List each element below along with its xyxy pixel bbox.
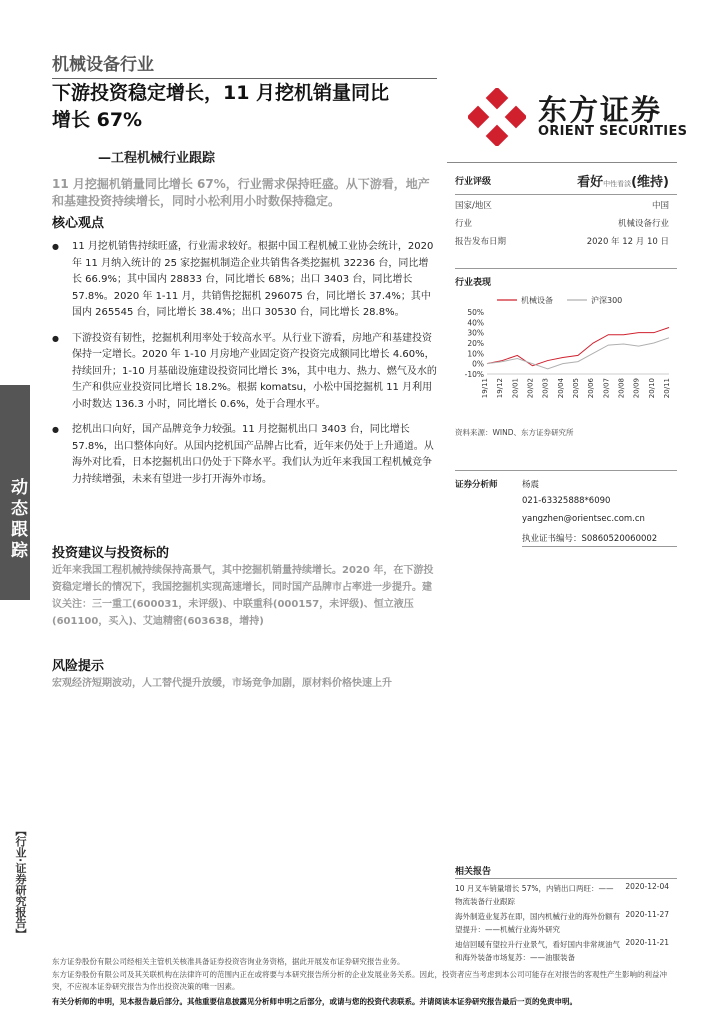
bullet-item: ● 下游投资有韧性，挖掘机利用率处于较高水平。从行业下游看，房地产和基建投资保持一定增长。2020 年 1-10 月房地产业固定资产投资完成额同比增长 4.60%，持续回升；1-10 月基础设施建设投资同比增长 3%，其中电力、热力、燃气及水的生产和供应业投资同比增长 18.2%。根据 komatsu，小松中国挖掘机 11 月利用小时数达 136.3 小时，同比增长 0.6%，处于合理水平。	[52, 331, 437, 414]
related-item[interactable]	[455, 910, 677, 936]
sector-label: 机械设备行业	[52, 55, 154, 75]
legend-label: 机械设备	[521, 296, 553, 305]
info-label: 行业	[455, 219, 473, 229]
footer-text: 东方证券股份有限公司经相关主管机关核准具备证券投资咨询业务资格，据此开展发布证券研究报告业务。	[52, 957, 405, 966]
report-subtitle: —工程机械行业跟踪	[98, 151, 216, 166]
info-row	[455, 217, 677, 229]
series-line	[487, 338, 669, 369]
footer-text: 东方证券股份有限公司及其关联机构在法律许可的范围内正在或将要与本研究报告所分析的企业发展业务关系。因此，投资者应当考虑到本公司可能存在对报告的客观性产生影响的利益冲突，不应视本证券研究报告为作出投资决策的唯一因素。	[52, 970, 667, 991]
series-line	[487, 328, 669, 366]
divider	[447, 162, 677, 163]
x-tick-label: 20/02	[526, 378, 535, 399]
vertical-tag: 【行业·证券研究报告】	[14, 825, 27, 940]
sidebar-tag: 动态跟踪	[0, 385, 30, 600]
y-tick-label: 30%	[467, 328, 484, 338]
x-tick-label: 20/03	[541, 378, 550, 399]
divider	[455, 878, 677, 879]
info-label: 报告发布日期	[455, 237, 507, 247]
core-views	[52, 216, 437, 497]
divider	[522, 546, 677, 547]
divider	[455, 194, 677, 195]
chart-title: 行业表现	[455, 278, 492, 288]
footer-notice: 有关分析师的申明，见本报告最后部分。其他重要信息披露见分析师申明之后部分，或请与您的投资代表联系。并请阅读本证券研究报告最后一页的免责申明。	[52, 997, 577, 1006]
risk-text: 宏观经济短期波动，人工替代提升放缓，市场竞争加剧，原材料价格快速上升	[52, 678, 392, 689]
analyst-email[interactable]: yangzhen@orientsec.com.cn	[522, 514, 645, 524]
analyst-phone: 021-63325888*6090	[522, 496, 611, 506]
info-value: 机械设备行业	[617, 219, 669, 229]
rating-value: 看好中性看淡(维持)	[577, 175, 669, 190]
performance-chart	[455, 290, 677, 415]
lead-summary: 11 月挖掘机销量同比增长 67%，行业需求保持旺盛。从下游看，地产和基建投资持续增长，同时小松利用小时数保持稳定。	[52, 177, 430, 208]
rating-row	[455, 174, 677, 190]
risk-heading: 风险提示	[52, 659, 105, 674]
invest-heading: 投资建议与投资标的	[52, 546, 170, 561]
analyst-label: 证券分析师	[455, 480, 498, 490]
x-tick-label: 20/09	[632, 378, 641, 399]
divider	[455, 470, 677, 471]
bullet-item: ● 11 月挖机销售持续旺盛，行业需求较好。根据中国工程机械工业协会统计，2020 年 11 月纳入统计的 25 家挖掘机制造企业共销售各类挖掘机 32236 台，同比增长 66.9%；其中国内 28833 台，同比增长 68%；出口 3403 台，同比增长 57.8%。2020 年 1-11 月，共销售挖掘机 296075 台，同比增长 37.4%；其中国内 265545 台，同比增长 38.4%；出口 30530 台，同比增长 28.8%。	[52, 239, 437, 322]
x-tick-label: 20/10	[647, 378, 656, 399]
info-row	[455, 235, 677, 247]
bullet-item: ● 挖机出口向好，国产品牌竞争力较强。11 月挖掘机出口 3403 台，同比增长 57.8%，出口整体向好。从国内挖机国产品牌占比看，近年来仍处于上升通道。从海外对比看，日本挖掘机出口仍处于下降水平。我们认为近年来我国工程机械竞争力持续增强，未来有望进一步打开海外市场。	[52, 422, 437, 488]
related-date: 2020-12-04	[625, 882, 669, 891]
related-title[interactable]: 10 月叉车销量增长 57%，内销出口两旺：——物流装备行业跟踪	[455, 884, 614, 906]
x-tick-label: 20/11	[663, 378, 671, 399]
x-tick-label: 20/05	[572, 378, 580, 399]
info-row	[455, 199, 677, 211]
related-date: 2020-11-27	[625, 910, 669, 919]
x-tick-label: 20/06	[587, 378, 596, 399]
related-title[interactable]: 迪信回暖有望拉升行业景气，看好国内非常规油气和海外装备市场复苏：——油服装备	[455, 940, 620, 962]
related-heading: 相关报告	[455, 867, 492, 877]
analyst-name: 杨震	[522, 480, 540, 490]
report-title	[52, 80, 437, 134]
y-tick-label: 10%	[467, 349, 484, 359]
rating-label: 行业评级	[455, 177, 492, 187]
orient-logo-icon	[468, 88, 526, 146]
x-tick-label: 19/12	[496, 378, 505, 399]
divider	[455, 268, 677, 269]
related-title[interactable]: 海外制造业复苏在即，国内机械行业的海外份额有望提升：——机械行业海外研究	[455, 912, 620, 934]
legend-label: 沪深300	[591, 296, 623, 305]
y-tick-label: 0%	[472, 359, 484, 369]
related-date: 2020-11-21	[625, 938, 669, 947]
y-tick-label: 40%	[467, 318, 484, 328]
core-heading: 核心观点	[52, 216, 105, 231]
y-tick-label: 50%	[467, 308, 484, 317]
info-value: 中国	[651, 201, 669, 211]
x-tick-label: 20/01	[511, 378, 520, 399]
title-line-2: 增长 67%	[52, 109, 143, 131]
x-tick-label: 20/04	[556, 378, 565, 399]
invest-text: 近年来我国工程机械持续保持高景气，其中挖掘机销量持续增长。2020 年，在下游投资稳定增长的情况下，我国挖掘机实现高速增长，同时国产品牌市占率进一步提升。建议关注：三一重工(600031，未评级)、中联重科(000157，未评级)、恒立液压(601100，买入)、艾迪精密(603638，增持)	[52, 565, 434, 627]
logo-text-cn: 东方证券	[538, 93, 663, 127]
logo-text-en: ORIENT SECURITIES	[538, 124, 688, 139]
info-label: 国家/地区	[455, 201, 492, 211]
x-tick-label: 20/08	[617, 378, 626, 399]
info-value: 2020 年 12 月 10 日	[586, 237, 669, 247]
divider	[52, 78, 437, 79]
chart-source: 资料来源：WIND、东方证券研究所	[455, 428, 574, 437]
x-tick-label: 19/11	[481, 378, 489, 399]
analyst-cert: 执业证书编号：S0860520060002	[522, 534, 658, 544]
x-tick-label: 20/07	[602, 378, 611, 399]
title-line-1: 下游投资稳定增长，11 月挖机销量同比	[52, 82, 390, 104]
y-tick-label: -10%	[464, 370, 484, 379]
related-item[interactable]	[455, 882, 677, 908]
y-tick-label: 20%	[467, 339, 484, 348]
